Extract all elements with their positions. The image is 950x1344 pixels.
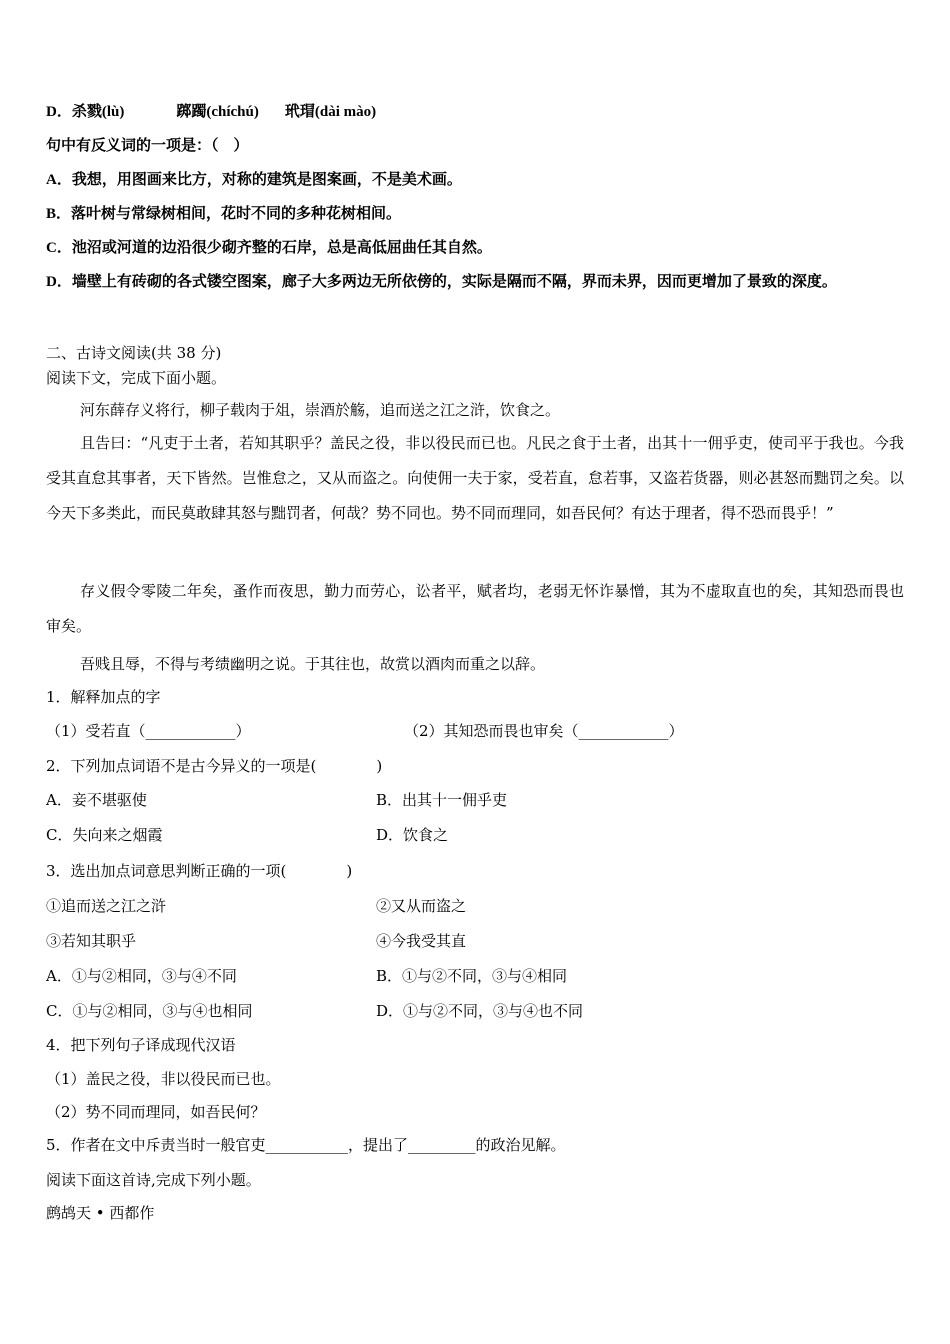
- poem-title: 鹧鸪天 • 西都作: [46, 1204, 155, 1222]
- q3-stem: 3．选出加点词意思判断正确的一项( ): [46, 862, 353, 880]
- q4-sub2: （2）势不同而理同，如吾民何？: [46, 1103, 266, 1121]
- q3-option-c: C．①与②相同，③与④也相同: [46, 1002, 253, 1020]
- q2-option-c: C．失向来之烟霞: [46, 826, 163, 844]
- antonym-option-c: C．池沼或河道的边沿很少砌齐整的石岸，总是高低屈曲任其自然。: [46, 240, 492, 256]
- q5-stem: 5．作者在文中斥责当时一般官吏___________，提出了_________的政治见解。: [46, 1136, 566, 1154]
- word-1: 杀戮(lù): [71, 104, 125, 120]
- q3-item-4: ④今我受其直: [376, 932, 467, 950]
- q3-item-2: ②又从而盗之: [376, 897, 467, 915]
- q2-option-b: B．出其十一佣乎吏: [376, 791, 508, 809]
- passage-paragraph-2: 且告曰：“凡吏于土者，若知其职乎？盖民之役，非以役民而已也。凡民之食于土者，出其十一佣乎吏，使司平于我也。今我受其直怠其事者，天下皆然。岂惟怠之，又从而盗之。向使佣一夫于家，受若直，怠若事，又盗若货器，则必甚怒而黜罚之矣。以今天下多类此，而民莫敢肆其怒与黜罚者，何哉？势不同也。势不同而理同，如吾民何？有达于理者，得不恐而畏乎！”: [46, 434, 904, 522]
- poem-instruction: 阅读下面这首诗,完成下列小题。: [46, 1171, 261, 1189]
- word-3: 玳瑁(dài mào): [284, 104, 377, 120]
- q1-stem: 1．解释加点的字: [46, 688, 161, 706]
- q3-option-d: D．①与②不同，③与④也不同: [376, 1002, 584, 1020]
- word-2: 踯躅(chíchú): [176, 104, 259, 120]
- section-instruction: 阅读下文，完成下面小题。: [46, 369, 227, 387]
- q1-sub2: （2）其知恐而畏也审矣（____________）: [404, 722, 684, 740]
- q3-item-3: ③若知其职乎: [46, 932, 137, 950]
- option-d-prefix: D．: [46, 104, 72, 120]
- q3-item-1: ①追而送之江之浒: [46, 897, 167, 915]
- q3-option-b: B．①与②不同，③与④相同: [376, 967, 568, 985]
- passage-paragraph-1: 河东薛存义将行，柳子载肉于俎，崇酒於觞，追而送之江之浒，饮食之。: [80, 401, 561, 419]
- passage-paragraph-3: 存义假令零陵二年矣，蚤作而夜思，勤力而劳心，讼者平，赋者均，老弱无怀诈暴憎，其为不虚取直也的矣，其知恐而畏也审矣。: [46, 582, 904, 635]
- q2-option-a: A．妾不堪驱使: [46, 791, 147, 809]
- antonym-question-stem: 句中有反义词的一项是：（ ）: [46, 138, 249, 154]
- q4-sub1: （1）盖民之役，非以役民而已也。: [46, 1070, 281, 1088]
- q2-option-d: D．饮食之: [376, 826, 449, 844]
- q1-sub1: （1）受若直（____________）: [46, 722, 251, 740]
- passage-paragraph-4: 吾贱且辱，不得与考绩幽明之说。于其往也，故赏以酒肉而重之以辞。: [80, 655, 546, 673]
- option-d-pinyin: [46, 102, 376, 122]
- q4-stem: 4．把下列句子译成现代汉语: [46, 1036, 236, 1054]
- q3-option-a: A．①与②相同，③与④不同: [46, 967, 237, 985]
- antonym-option-b: B．落叶树与常绿树相间，花时不同的多种花树相间。: [46, 206, 402, 222]
- antonym-option-a: A．我想，用图画来比方，对称的建筑是图案画，不是美术画。: [46, 172, 462, 188]
- antonym-option-d: D．墙壁上有砖砌的各式镂空图案，廊子大多两边无所依傍的，实际是隔而不隔，界而未界，因而更增加了景致的深度。: [46, 274, 837, 290]
- q2-stem: 2．下列加点词语不是古今异义的一项是( ): [46, 757, 383, 775]
- section-heading: 二、古诗文阅读(共 38 分): [46, 344, 222, 362]
